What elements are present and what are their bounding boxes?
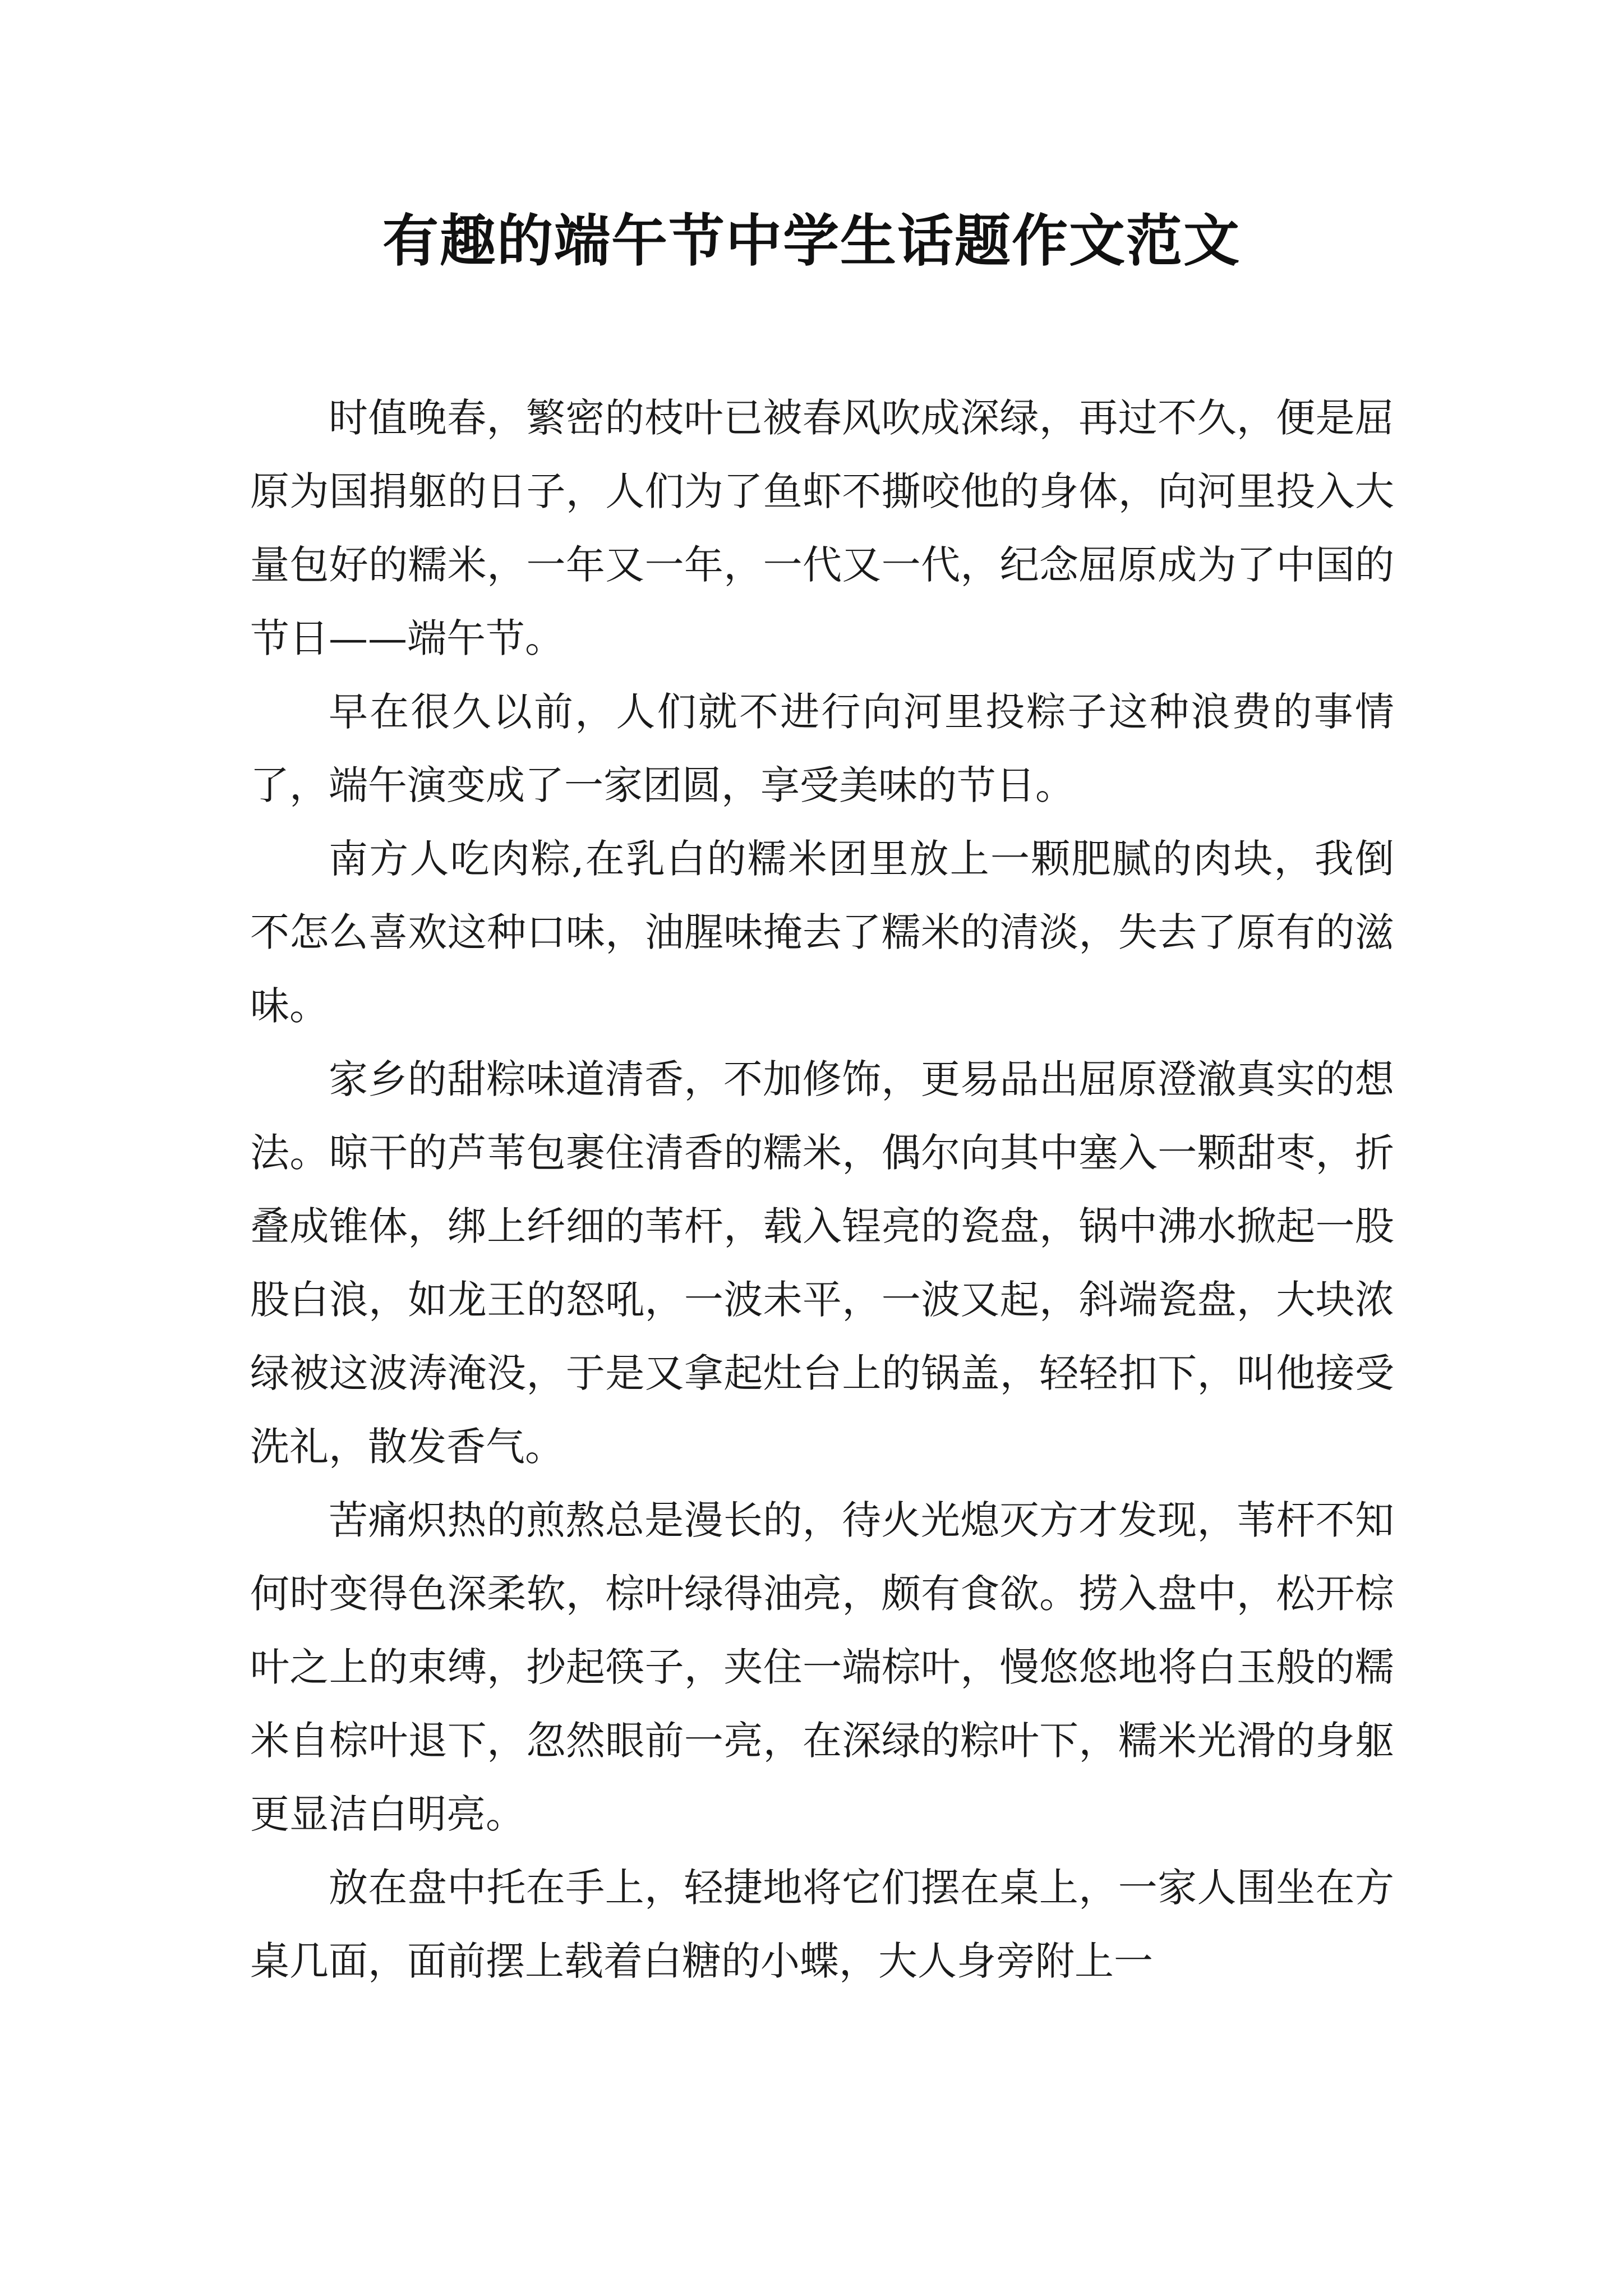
paragraph: 时值晚春，繁密的枝叶已被春风吹成深绿，再过不久，便是屈原为国捐躯的日子，人们为了鱼虾不撕咬他的身体，向河里投入大量包好的糯米，一年又一年，一代又一代，纪念屈原成为了中国的节日——端午节。: [250, 395, 1394, 661]
paragraph: 南方人吃肉粽,在乳白的糯米团里放上一颗肥腻的肉块，我倒不怎么喜欢这种口味，油腥味掩去了糯米的清淡，失去了原有的滋味。: [250, 836, 1394, 1029]
paragraph: 放在盘中托在手上，轻捷地将它们摆在桌上，一家人围坐在方桌几面，面前摆上载着白糖的小蝶，大人身旁附上一: [250, 1865, 1394, 1984]
paragraph: 家乡的甜粽味道清香，不加修饰，更易品出屈原澄澈真实的想法。晾干的芦苇包裹住清香的糯米，偶尔向其中塞入一颗甜枣，折叠成锥体，绑上纤细的苇杆，载入锃亮的瓷盘，锅中沸水掀起一股股白浪，如龙王的怒吼，一波未平，一波又起，斜端瓷盘，大块浓绿被这波涛淹没，于是又拿起灶台上的锅盖，轻轻扣下，叫他接受洗礼，散发香气。: [250, 1056, 1394, 1470]
paragraph: 苦痛炽热的煎熬总是漫长的，待火光熄灭方才发现，苇杆不知何时变得色深柔软，棕叶绿得油亮，颇有食欲。捞入盘中，松开棕叶之上的束缚，抄起筷子，夹住一端棕叶，慢悠悠地将白玉般的糯米自棕叶退下，忽然眼前一亮，在深绿的粽叶下，糯米光滑的身躯更显洁白明亮。: [250, 1497, 1394, 1837]
paragraph: 早在很久以前，人们就不进行向河里投粽子这种浪费的事情了，端午演变成了一家团圆，享受美味的节日。: [250, 689, 1394, 808]
document-title: 有趣的端午节中学生话题作文范文: [382, 208, 1241, 274]
document-body: [250, 381, 1394, 1998]
